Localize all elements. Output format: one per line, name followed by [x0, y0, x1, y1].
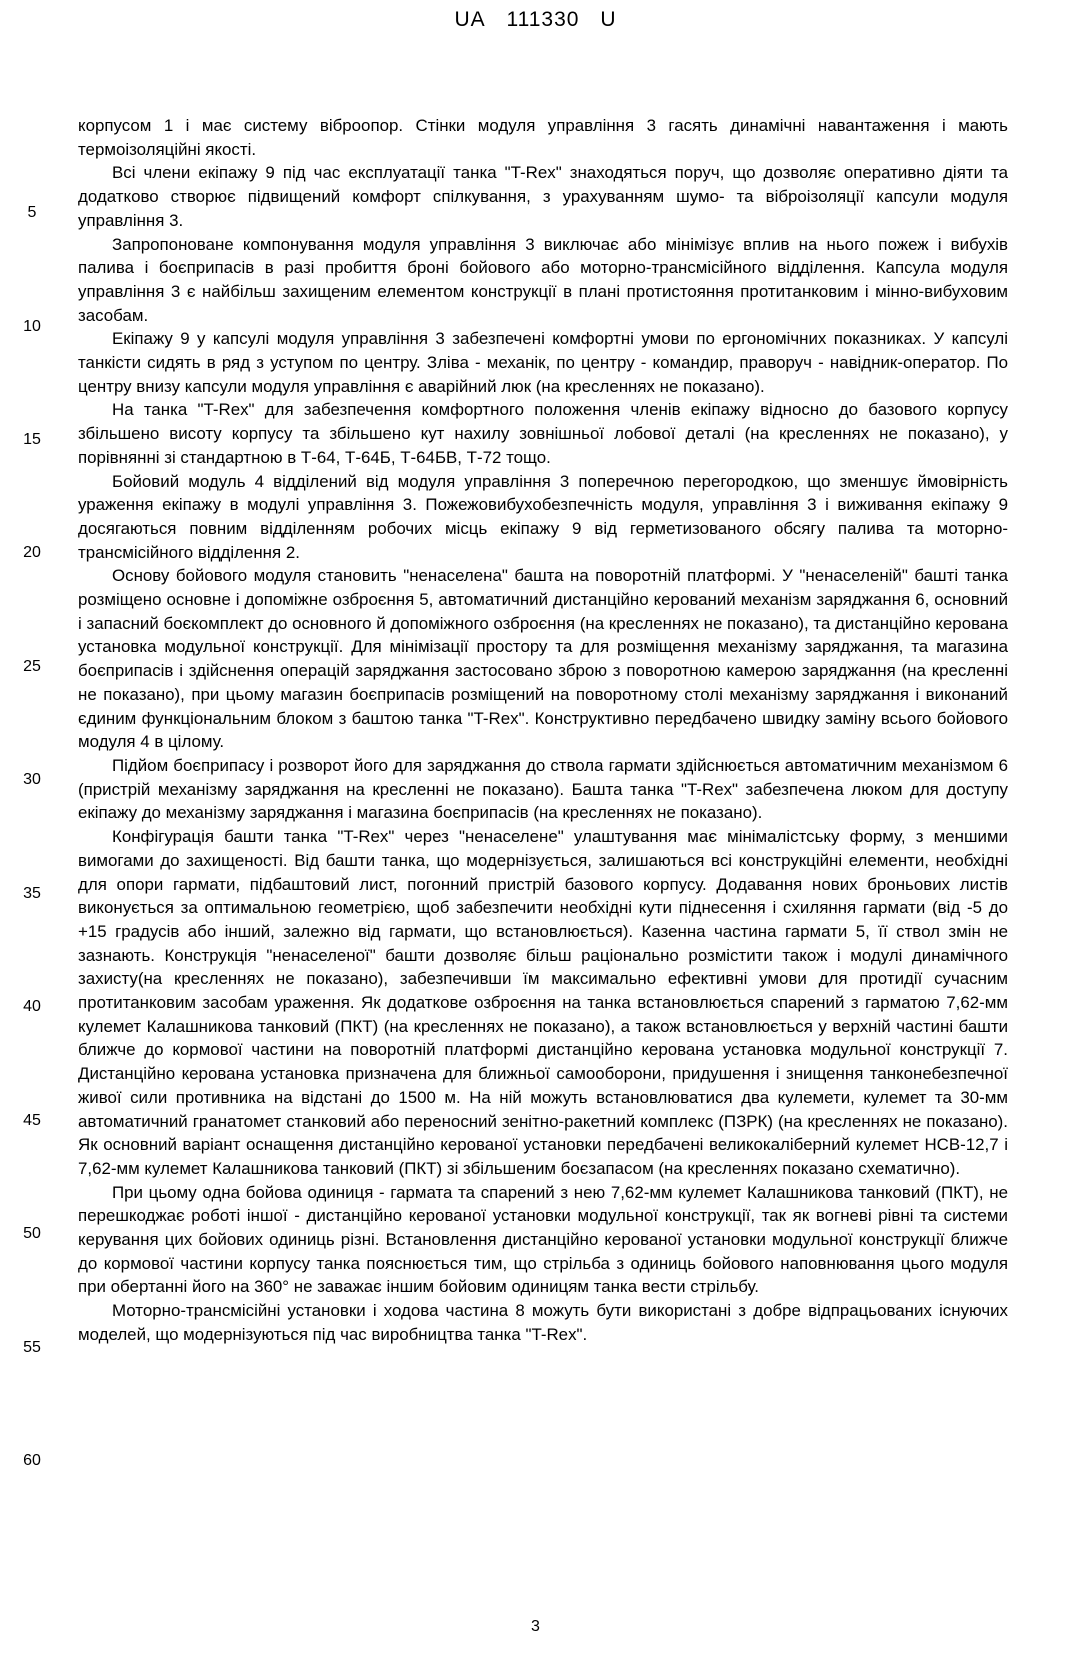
line-number: 5 — [27, 204, 37, 221]
paragraph: Конфігурація башти танка "T-Rex" через "ненаселене" улаштування має мінімалістську форму, з меншими вимогами до захищеності. Від башти танка, що модернізується, залишаються всі конструкційні елементи, необхідні для опори гармати, підбаштовий лист, погонний пристрій базового корпусу. Додавання нових броньових листів виконується за оптимальною геометрією, щоб забезпечити необхідні кути піднесення і схиляння гармати (від -5 до +15 градусів або інший, залежно від гармати, що встановлюється). Казенна частина гармати 5, її ствол змін не зазнають. Конструкція "ненаселеної" башти дозволяє більш раціонально розмістити також і модулі динамічного захисту(на кресленнях не показано), забезпечивши їм максимально ефективні умови для протидії сучасним протитанковим засобам ураження. Як додаткове озброєння на танка встановлюється спарений з гарматою 7,62-мм кулемет Калашникова танковий (ПКТ) (на кресленнях не показано), а також встановлюється у верхній частині башти ближче до кормової частини на поворотній платформі дистанційно керована установка модульної конструкції 7. Дистанційно керована установка призначена для ближньої самооборони, придушення і знищення танконебезпечної живої сили противника на відстані до 1500 м. На ній можуть встановлюватися два кулемети, кулемет та 30-мм автоматичний гранатомет станковий або переносний зенітно-ракетний комплекс (ПЗРК) (на кресленнях не показано). Як основний варіант оснащення дистанційно керованої установки передбачені великокаліберний кулемет НСВ-12,7 і 7,62-мм кулемет Калашникова танковий (ПКТ) зі збільшеним боєзапасом (на кресленнях показано схематично). — [78, 827, 1008, 1178]
paragraph: Моторно-трансмісійні установки і ходова частина 8 можуть бути використані з добре відпрацьованих існуючих моделей, що модернізуються під час виробництва танка "T-Rex". — [78, 1301, 1008, 1344]
line-number: 55 — [23, 1339, 41, 1356]
line-number: 40 — [23, 998, 41, 1015]
patent-country: UA — [454, 8, 486, 31]
paragraph: При цьому одна бойова одиниця - гармата та спарений з нею 7,62-мм кулемет Калашникова танковий (ПКТ), не перешкоджає роботі іншої - дистанційно керованої установки модульної конструкції, так як вогневі рівні та системи керування цих бойових одиниць різні. Встановлення дистанційно керованої установки модульної конструкції ближче до кормової частини корпусу танка пояснюється тим, що стрільба з одиниць бойового наповнювання цього модуля при обертанні його на 360° не заважає іншим бойовим одиницям танка вести стрільбу. — [78, 1182, 1008, 1297]
paragraph: Підйом боєприпасу і розворот його для заряджання до ствола гармати здійснюється автоматичним механізмом 6 (пристрій механізму заряджання на кресленні не показано). Башта танка "T-Rex" забезпечена люком для доступу екіпажу до механізму заряджання і магазина боєприпасів (на кресленнях не показано). — [78, 755, 1008, 823]
paragraph: Запропоноване компонування модуля управління 3 виключає або мінімізує вплив на нього пожеж і вибухів палива і боєприпасів в разі пробиття броні бойового або моторно-трансмісійного відділення. Капсула модуля управління 3 є найбільш захищеним елементом конструкції в плані протистояння протитанковим і мінно-вибуховим засобам. — [78, 234, 1008, 325]
line-number: 45 — [23, 1112, 41, 1129]
patent-kind: U — [600, 8, 617, 31]
patent-number: 111330 — [506, 8, 580, 31]
line-number: 50 — [23, 1225, 41, 1242]
description-body — [78, 114, 1008, 1347]
paragraph: Всі члени екіпажу 9 під час експлуатації танка "T-Rex" знаходяться поруч, що дозволяє оперативно діяти та додатково створює підвищений комфорт спілкування, з урахуванням шумо- та віброізоляції капсули модуля управління 3. — [78, 163, 1008, 230]
paragraph: Екіпажу 9 у капсулі модуля управління 3 забезпечені комфортні умови по ергономічних показниках. У капсулі танкісти сидять в ряд з уступом по центру. Зліва - механік, по центру - командир, праворуч - навідник-оператор. По центру внизу капсули модуля управління є аварійний люк (на кресленнях не показано). — [78, 329, 1008, 396]
line-number: 10 — [23, 318, 41, 335]
line-number: 30 — [23, 771, 41, 788]
paragraph: корпусом 1 і має систему віброопор. Стінки модуля управління 3 гасять динамічні навантаження і мають термоізоляційні якості. — [78, 116, 1008, 159]
line-number: 35 — [23, 885, 41, 902]
line-number: 20 — [23, 544, 41, 561]
line-number: 25 — [23, 658, 41, 675]
line-number: 60 — [23, 1452, 41, 1469]
paragraph: На танка "T-Rex" для забезпечення комфортного положення членів екіпажу відносно до базового корпусу збільшено висоту корпусу та збільшено кут нахилу зовнішньої лобової деталі (на кресленнях не показано), у порівнянні зі стандартною в Т-64, Т-64Б, Т-64БВ, Т-72 тощо. — [78, 400, 1008, 467]
patent-header — [0, 8, 1071, 32]
page-number: 3 — [531, 1618, 540, 1635]
paragraph: Основу бойового модуля становить "ненаселена" башта на поворотній платформі. У "ненаселеній" башті танка розміщено основне і допоміжне озброєння 5, автоматичний дистанційно керований механізм заряджання 6, основний і запасний боєкомплект до основного й допоміжного озброєння (на кресленнях не показано), та дистанційно керована установка модульної конструкції. Для мінімізації простору та для розміщення механізму заряджання, та магазина боєприпасів і здійснення операцій заряджання застосовано зброю з поворотною камерою заряджання (на кресленні не показано), при цьому магазин боєприпасів розміщений на поворотному столі механізму заряджання і виконаний єдиним функціональним блоком з баштою танка "T-Rex". Конструктивно передбачено швидку заміну всього бойового модуля 4 в цілому. — [78, 566, 1008, 752]
line-number: 15 — [23, 431, 41, 448]
paragraph: Бойовий модуль 4 відділений від модуля управління 3 поперечною перегородкою, що зменшує ймовірність ураження екіпажу в модулі управління 3. Пожежовибухобезпечність модуля, управління 3 і виживання екіпажу 9 досягаються повним відділенням робочих місць екіпажу 9 від герметизованого обсягу палива та моторно-трансмісійного відділення 2. — [78, 471, 1008, 562]
